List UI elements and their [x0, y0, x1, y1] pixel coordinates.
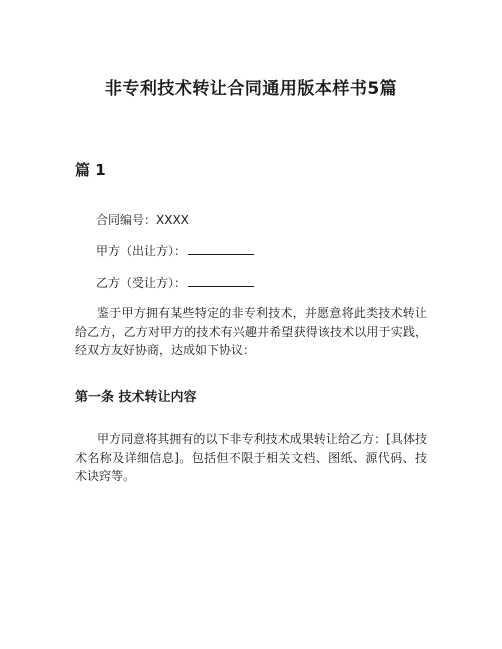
- party-b-field: [96, 275, 254, 291]
- party-b-blank: [188, 275, 254, 287]
- article-1-paragraph: 甲方同意将其拥有的以下非专利技术成果转让给乙方：[具体技术名称及详细信息]。包括但不限于相关文档、图纸、源代码、技术诀窍等。: [75, 432, 427, 483]
- article-1-title: 第一条 技术转让内容: [75, 390, 197, 405]
- party-a-field: [96, 243, 254, 259]
- contract-number: [96, 212, 189, 228]
- section-title: 篇 1: [75, 161, 106, 179]
- party-a-label: 甲方（出让方）：: [96, 244, 187, 258]
- party-b-label: 乙方（受让方）：: [96, 276, 187, 290]
- intro-paragraph: 鉴于甲方拥有某些特定的非专利技术，并愿意将此类技术转让给乙方，乙方对甲方的技术有兴趣并希望获得该技术以用于实践，经双方友好协商，达成如下协议：: [75, 306, 427, 357]
- document-title: 非专利技术转让合同通用版本样书5篇: [104, 79, 398, 99]
- party-a-blank: [188, 243, 254, 255]
- contract-number-text: 合同编号：XXXX: [96, 213, 189, 227]
